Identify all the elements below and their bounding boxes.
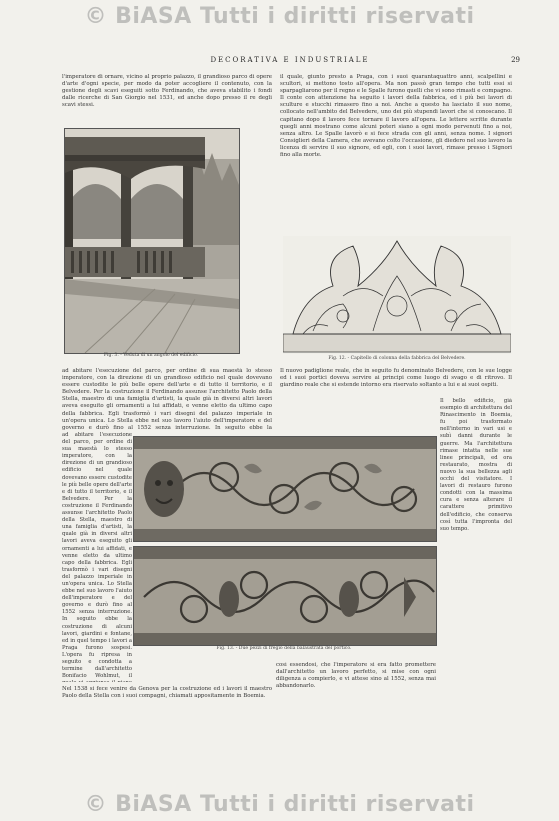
page-number: 29 [511,56,520,64]
running-header [60,56,520,70]
text-bottom-left: Nel 1538 si fece venire da Genova per la costruzione ed i lavori il maestro Paolo della Stella con i suoi compagni, chiamati appositamente in Boemia. [62,686,272,700]
frieze-lower [133,546,437,646]
text-bottom-right: così essendosi, che l'imperatore si era fatto promettere dall'architetto un lavoro perfetto, si mise con ogni diligenza a compierlo, e vi attese sino al 1552, senza mai abbandonarlo. [276,662,436,690]
capital-drawing [283,236,511,354]
text-top-left: l'imperatore di ornare, vicino al proprio palazzo, il grandioso parco di opere d'arte d'ogni specie, per modo da poter accogliere il contenuto, con la gestione degli scavi eseguiti sotto Ferdinando, che aveva stabilito i fondi dalle ricerche di San Giorgio nel 1531, ed anche dopo presso il re degli scavi stessi. [62,74,272,109]
text-narrow-left: ad abitare l'esecuzione del parco, per ordine di sua maestà lo stesso imperatore, con la direzione di un grandioso edificio nel quale dovevano essere custodite le più belle opere dell'arte e di tutto il territorio, e il Belvedere. Per la costruzione il Ferdinando assunse l'architetto Paolo della Stella, maestro di una famiglia d'artisti, la quale già in diversi altri lavori aveva eseguito gli ornamenti a lui affidati, e venne eletto da ultimo capo della fabbrica. Egli trasformò i vari disegni del palazzo imperiale in un'opera unica. Lo Stella ebbe nel suo lavoro l'aiuto dell'imperatore e del governo e durò fino al 1552 senza interruzione. In seguito ebbe la costruzione di alcuni lavori, giardini e fontane, ed in quel tempo i lavori a Praga furono sospesi. L'opera fu ripresa in seguito e condotta a termine dall'architetto Bonifacio Wohlmut, il [62,432,132,680]
frieze-caption: Fig. 13. - Due pezzi di fregio della balaustrata del portico. [216,646,352,651]
header-title: DECORATIVA E INDUSTRIALE [210,56,370,64]
text-mid-right: Il nuovo padiglione reale, che in seguito fu denominato Belvedere, con le sue logge ed i suoi portici doveva servire ai principi come luogo di svago e di ritrovo. Il giardino reale che si estende intorno era riservato soltanto a lui e ai suoi ospiti. [280,368,512,389]
loggia-caption: Fig. 3. - Veduta di un angolo del edificio. [103,353,199,358]
text-top-right: il quale, giunto presto a Praga, con i suoi quarantaquattro anni, scalpellini e scultori, si mettono tosto all'opera. Ma non passò gran tempo che tutti essi si sparpagliarono per il regno e le Spalle furono quelli che vi sono rimasti e compagno. Il conte con attenzione ha seguito i lavori della fabbrica, ed i più bei lavori di sculture e stucchi rimasero fino a noi. Anche a questo ha lasciato il suo nome, collocato nell'ambito del Belvedere, uno dei più stupendi lavori che si conoscano. Il capitano dopo il lavoro fece tornare il lavoro all'opera. Le lettere scritte durante quegli anni mostrano come alcuni poteri siano a ogni modo pervenuti fino a noi, senza altro. Le Spalle lavorò e si fece strada con gli anni, senza nome. I signori Consiglieri della Camera, che avevano colto l'occasione, gli diedero nel suo lavoro la licenza di servire il suo signore, ed egli, con i suoi lavori, rimase presso i Signori fino alla morte. [280,74,512,159]
text-mid-left: ad abitare l'esecuzione del parco, per ordine di sua maestà lo stesso imperatore, con la direzione di un grandioso edificio nel quale dovevano essere custodite le più belle opere dell'arte e di tutto il territorio, e il Belvedere. Per la costruzione il Ferdinando assunse l'architetto Paolo della Stella, maestro di una famiglia d'artisti, la quale già in diversi altri lavori aveva eseguito gli ornamenti a lui affidati, e venne eletto da ultimo capo della fabbrica. Egli trasformò i vari disegni del palazzo imperiale in un'opera unica. Lo Stella ebbe nel suo lavoro l'aiuto dell'imperatore e del governo e durò fino al 1552 senza interruzione. In seguito ebbe la [62,368,272,430]
watermark-bottom: © BiASA Tutti i diritti riservati [84,792,475,817]
text-narrow-right: Il bello edificio, già esempio di architettura del Rinascimento in Boemia, fu poi trasformato nell'interno in vari usi e subì danni durante le guerre. Ma l'architettura rimase intatta nelle sue linee principali, ed ora restaurato, mostra di nuovo la sua bellezza agli occhi del visitatore. I lavori di restauro furono condotti con la massima cura e senza alterare il carattere primitivo dell'edificio, che conserva così tutta l'impronta del suo tempo. [440,398,512,532]
capital-caption: Fig. 12. - Capitello di colonna della fabbrica del Belvedere. [328,356,466,361]
watermark-top: © BiASA Tutti i diritti riservati [84,4,475,29]
frieze-upper [133,436,437,542]
loggia-photo [64,128,240,354]
